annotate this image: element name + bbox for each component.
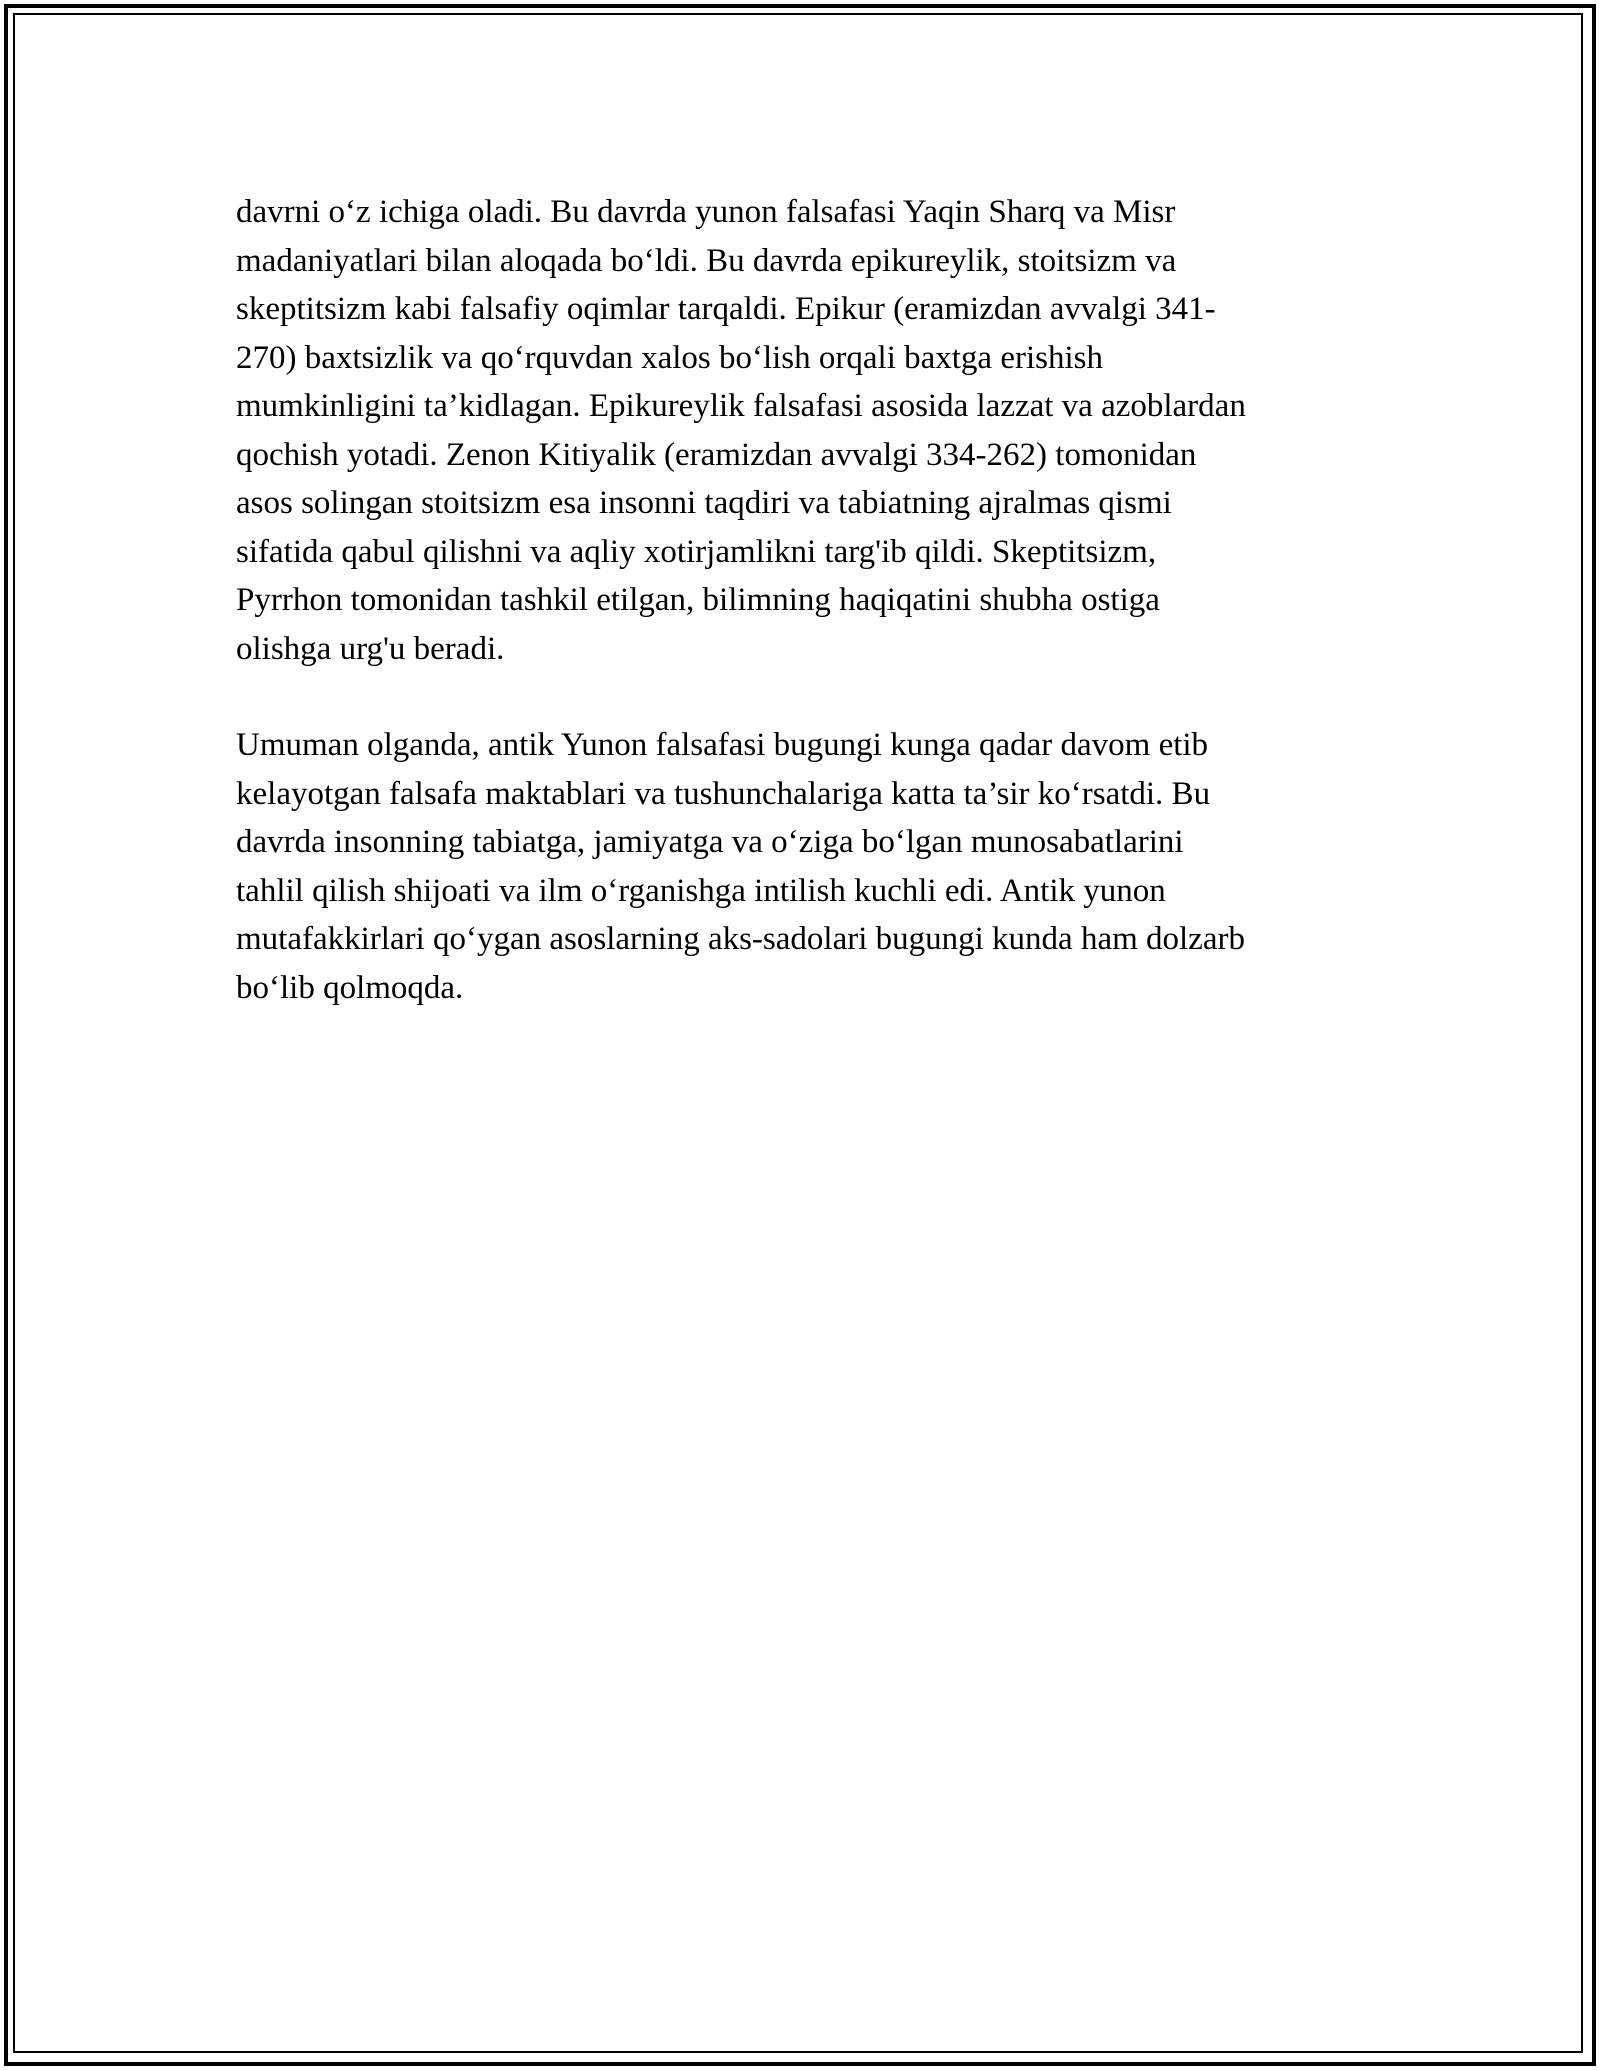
paragraph-2: Umuman olganda, antik Yunon falsafasi bugungi kunga qadar davom etib kelayotgan falsafa maktablari va tushunchalariga katta ta’sir ko‘rsatdi. Bu davrda insonning tabiatga, jamiyatga va o‘ziga bo‘lgan munosabatlarini tahlil qilish shijoati va ilm o‘rganishga intilish kuchli edi. Antik yunon mutafakkirlari qo‘ygan asoslarning aks-sadolari bugungi kunda ham dolzarb bo‘lib qolmoqda. <box>236 727 1245 1006</box>
paragraph-1: davrni o‘z ichiga oladi. Bu davrda yunon falsafasi Yaqin Sharq va Misr madaniyatlari bilan aloqada bo‘ldi. Bu davrda epikureylik, stoitsizm va skeptitsizm kabi falsafiy oqimlar tarqaldi. Epikur (eramizdan avvalgi 341- 270) baxtsizlik va qo‘rquvdan xalos bo‘lish orqali baxtga erishish mumkinligini ta’kidlagan. Epikureylik falsafasi asosida lazzat va azoblardan qochish yotadi. Zenon Kitiyalik (eramizdan avvalgi 334-262) tomonidan asos solingan stoitsizm esa insonni taqdiri va tabiatning ajralmas qismi sifatida qabul qilishni va aqliy xotirjamlikni targ'ib qildi. Skeptitsizm, Pyrrhon tomonidan tashkil etilgan, bilimning haqiqatini shubha ostiga olishga urg'u beradi. <box>236 194 1246 667</box>
document-body <box>236 188 1366 1012</box>
